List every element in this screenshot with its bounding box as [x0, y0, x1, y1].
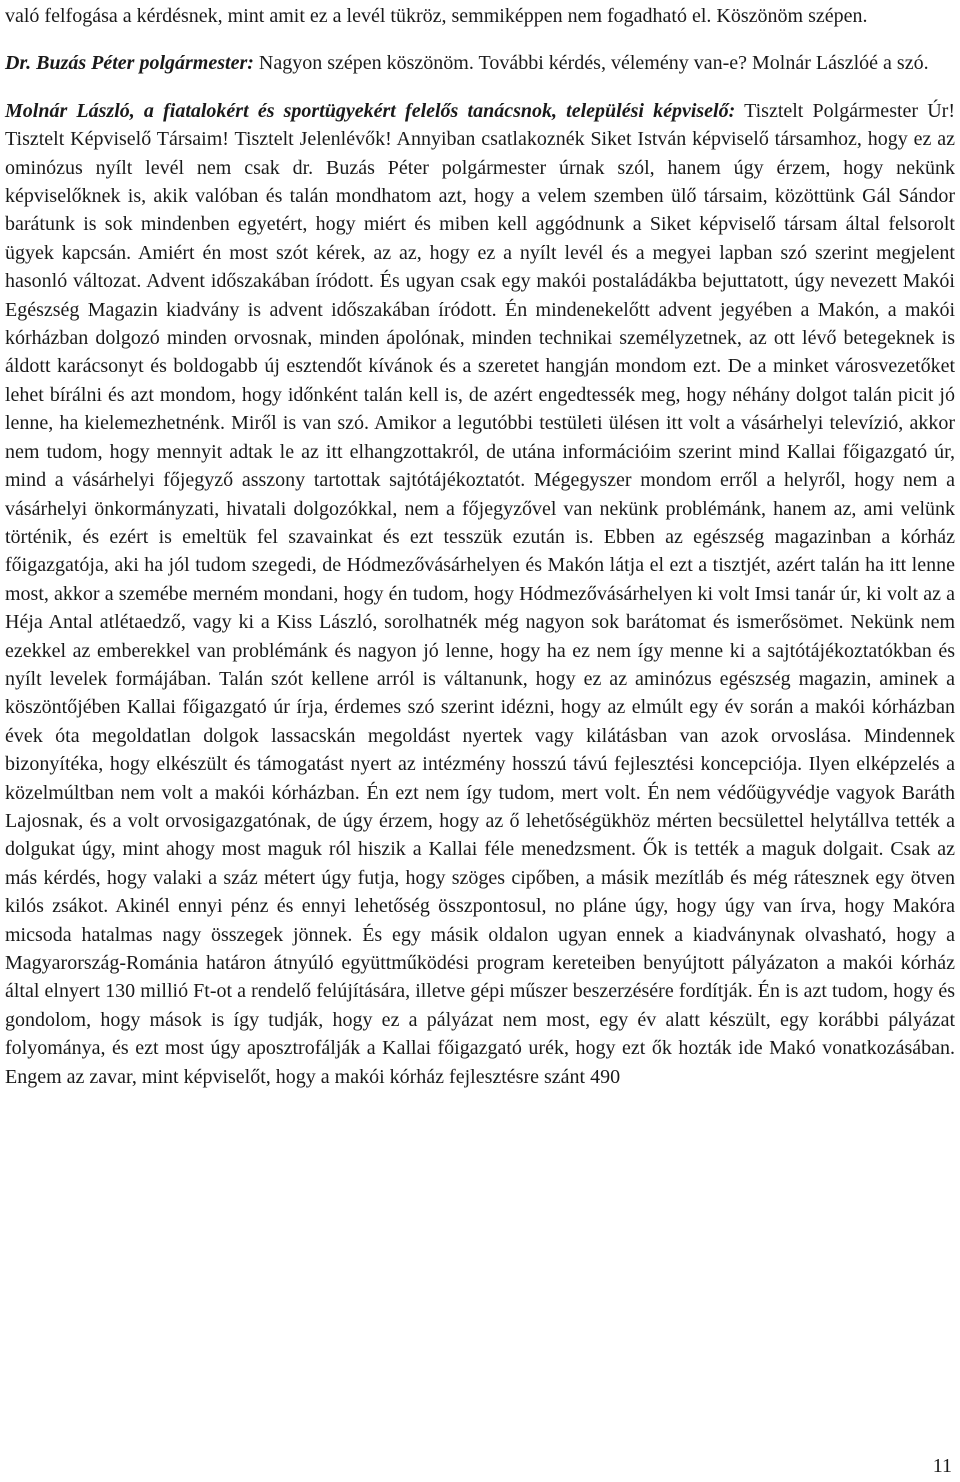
paragraph-molnar [5, 97, 955, 1091]
speaker-name: Molnár László, a fiatalokért és sportügyekért felelős tanácsnok, települési képviselő: [5, 99, 736, 122]
paragraph-text: való felfogása a kérdésnek, mint amit ez a levél tükröz, semmiképpen nem fogadható el. Köszönöm szépen. [5, 5, 868, 27]
page-number: 11 [932, 1455, 952, 1477]
paragraph-mayor [5, 49, 955, 77]
paragraph-text: Nagyon szépen köszönöm. További kérdés, vélemény van-e? Molnár Lászlóé a szó. [253, 52, 929, 75]
paragraph-intro [5, 2, 955, 30]
speaker-name: Dr. Buzás Péter polgármester: [5, 52, 254, 75]
paragraph-text: Tisztelt Polgármester Úr! Tisztelt Képviselő Társaim! Tisztelt Jelenlévők! Annyiban csatlakoznék Siket István képviselő társamhoz, hogy ez az ominózus nyílt levél nem csak dr. Buzás Péter polgármester úrnak szól, hanem úgy érzem, hogy nekünk képviselőknek is, akik valóban és talán mondhatom azt, hogy a velem szemben ülő társaim, közöttünk Gál Sándor barátunk is sok mindenben egyetért, hogy miért és miben kell aggódnunk a Siket képviselő társam által felsorolt ügyek kapcsán. Amiért én most szót kérek, az az, hogy ez a nyílt levél és a megyei lapban szó szerint megjelent hasonló változat. Advent időszakában íródott. És ugyan csak egy makói postaládákba bejuttatott, úgy nevezett Makói Egészség Magazin kiadvány is advent időszakában íródott. Én mindenekelőtt advent jegyében a Makón, a makói kórházban dolgozó minden orvosnak, minden ápolónak, minden technikai személyzetnek, az ott lévő betegeknek is áldott karácsonyt és boldogabb új esztendőt kívánok és a szeretet hangján mondom ezt. De a minket városvezetőket lehet bírálni és azt mondom, hogy időnként talán kell is, de azért engedtessék meg, hogy néhány dolgot talán picit jó lenne, ha kielemezhetnénk. Miről is van szó. Amikor a legutóbbi testületi ülésen itt volt a vásárhelyi televízió, akkor nem tudom, hogy mennyit adtak le az itt elhangzottakról, de utána információim szerint mind Kallai főigazgató úr, mind a vásárhelyi főjegyző asszony tartottak sajtótájékoztatót. Mégegyszer mondom erről a helyről, hogy nem a vásárhelyi önkormányzati, hivatali dolgozókkal, nem a főjegyzővel van nekünk problémánk, hanem az, ami velünk történik, és ezért is emeltük fel szavainkat és ezt tesszük ezután is. Ebben az egészség magazinban a kórház főigazgatója, aki ha jól tudom szegedi, de Hódmezővásárhelyen és Makón látja el ezt a tisztjét, azért talán ha itt lenne most, akkor a szemébe merném mondani, hogy én tudom, hogy Hódmezővásárhelyen ki volt Imsi tanár úr, ki volt az a Héja Antal atlétaedző, vagy ki a Kiss László, sorolhatnék még nagyon sok barátomat és ismerősömet. Nekünk nem ezekkel az emberekkel van problémánk és nagyon jó lenne, hogy ha ez nem így menne ki a sajtótájékoztatókban és nyílt levelek formájában. Talán szót kellene arról is váltanunk, hogy ez az aminózus egészség magazin, aminek a köszöntőjében Kallai főigazgató úr írja, érdemes szó szerint idézni, hogy az elmúlt egy év során a makói kórházban évek óta megoldatlan dolgok lassacskán megoldást nyertek vagy kilátásban van azok orvoslása. Mindennek bizonyítéka, hogy elkészült és támogatást nyert az intézmény hosszú távú fejlesztési koncepciója. Ilyen elképzelés a közelmúltban nem volt a makói kórházban. Én ezt nem így tudom, mert volt. Én nem védőügyvédje vagyok Baráth Lajosnak, és a volt orvosigazgatónak, de úgy érzem, hogy az ő lehetőségükhöz mérten becsülettel helytállva tették a dolgukat úgy, mint ahogy most maguk ról hiszik a Kallai féle menedzsment. Ők is tették a maguk dolgait. Csak az más kérdés, hogy valaki a száz métert úgy futja, hogy szöges cipőben, a másik mezítláb és még rátesznek egy ötven kilós zsákot. Akinél ennyi pénz és ennyi lehetőség összpontosul, no pláne úgy, hogy úgy van írva, hogy Makóra micsoda hatalmas nagy összegek jönnek. És egy másik oldalon ugyan ennek a kiadványnak olvasható, hogy a Magyarország-Románia határon átnyúló együttműködési program kereteiben benyújtott pályázaton a makói kórház által elnyert 130 millió Ft-ot a rendelő felújítására, illetve gépi műszer beszerzésére fordítják. Én is azt tudom, hogy és gondolom, hogy mások is így tudják, hogy ez a pályázat nem most, egy év alatt készült, egy korábbi pályázat folyománya, és ezt most úgy aposztrofálják a Kallai főigazgató urék, hogy ezt ők hozták ide Makó vonatkozásában. Engem az zavar, mint képviselőt, hogy a makói kórház fejlesztésre szánt 490 [5, 99, 956, 1088]
